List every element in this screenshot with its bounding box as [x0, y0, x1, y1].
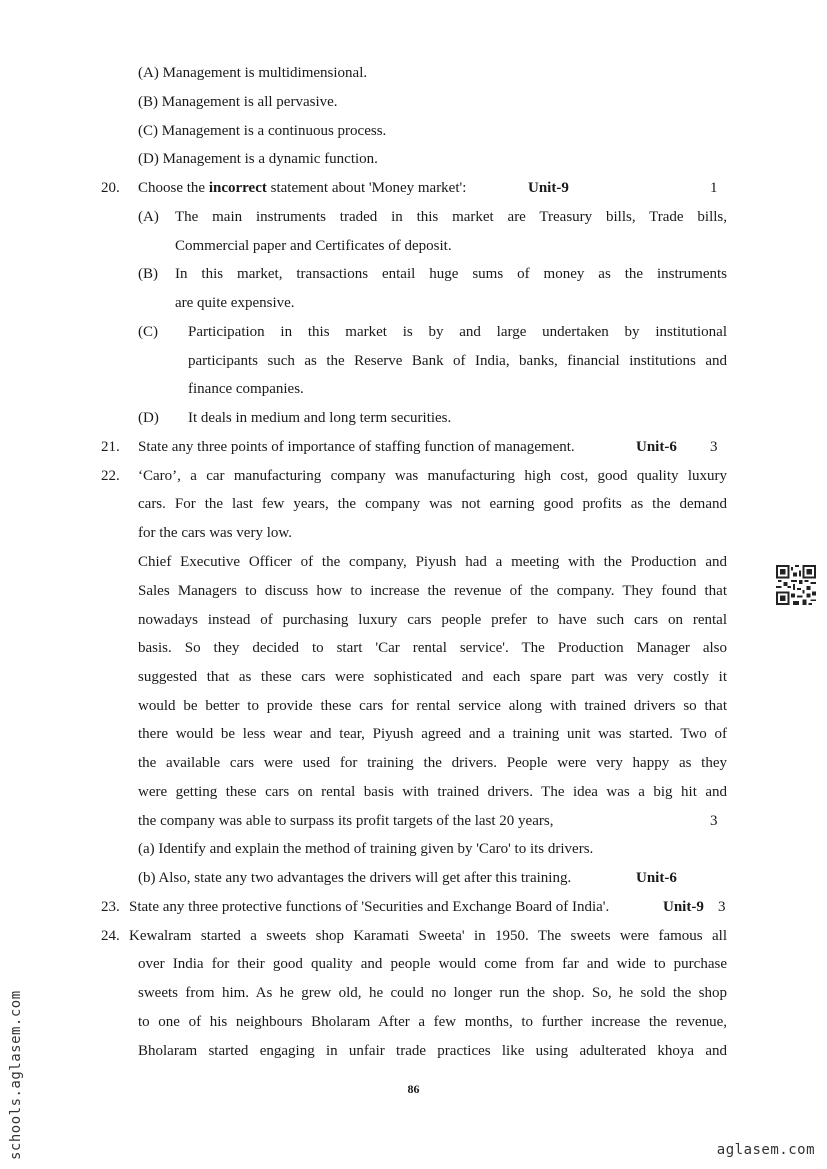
prev-option-b: (B) Management is all pervasive. [138, 94, 338, 110]
q22-para2-line3: nowadays instead of purchasing luxury cars people prefer to have such cars on rental [138, 612, 727, 628]
q23-text: State any three protective functions of 'Securities and Exchange Board of India'. [129, 899, 610, 915]
q20-text [138, 178, 466, 198]
prev-option-c: (C) Management is a continuous process. [138, 123, 387, 139]
prev-option-a: (A) Management is multidimensional. [138, 65, 368, 81]
q20-option-a-line1: The main instruments traded in this market are Treasury bills, Trade bills, [175, 209, 727, 225]
q20-option-b-line2: are quite expensive. [175, 295, 295, 311]
page-number: 86 [407, 1082, 420, 1096]
q22-para2-line6: would be better to provide these cars for rental service along with trained drivers so that [138, 698, 727, 714]
q22-para2-line9: were getting these cars on rental basis with trained drivers. The idea was a big hit and [138, 784, 727, 800]
q20-option-c-line1: Participation in this market is by and large undertaken by institutional [188, 324, 727, 340]
q20-option-d-line1: It deals in medium and long term securities. [188, 410, 452, 426]
q20-marks: 1 [710, 180, 718, 196]
q23-number: 23. [101, 899, 120, 915]
q20-option-c-line2: participants such as the Reserve Bank of India, banks, financial institutions and [188, 353, 727, 369]
q22-para2-line5: suggested that as these cars were sophisticated and each spare part was very costly it [138, 669, 727, 685]
q22-last-line: the company was able to surpass its profit targets of the last 20 years, [138, 813, 554, 829]
q22-unit: Unit-6 [636, 870, 677, 886]
q22-number: 22. [101, 468, 120, 484]
q20-option-c-line3: finance companies. [188, 381, 304, 397]
q22-para1-line2: cars. For the last few years, the company was not earning good profits as the demand [138, 496, 727, 512]
qr-code-icon [776, 565, 816, 605]
q21-number: 21. [101, 439, 120, 455]
q22-para2-line7: there would be less wear and tear, Piyush agreed and a training unit was started. Two of [138, 726, 727, 742]
q24-line1: Kewalram started a sweets shop Karamati Sweeta' in 1950. The sweets were famous all [129, 928, 727, 944]
q23-unit: Unit-9 [663, 899, 704, 915]
q24-line3: sweets from him. As he grew old, he could no longer run the shop. So, he sold the shop [138, 985, 727, 1001]
q22-part-a: (a) Identify and explain the method of training given by 'Caro' to its drivers. [138, 841, 594, 857]
q22-para2-line8: the available cars were used for training the drivers. People were very happy as they [138, 755, 727, 771]
q20-option-b-label: (B) [138, 266, 158, 282]
q20-number: 20. [101, 180, 120, 196]
prev-option-d: (D) Management is a dynamic function. [138, 151, 378, 167]
q24-line2: over India for their good quality and people would come from far and wide to purchase [138, 956, 727, 972]
q20-text-bold: incorrect [208, 180, 267, 196]
q22-para2-line4: basis. So they decided to start 'Car rental service'. The Production Manager also [138, 640, 727, 656]
q21-unit: Unit-6 [636, 439, 677, 455]
q23-marks: 3 [718, 899, 726, 915]
q20-option-b-line1: In this market, transactions entail huge sums of money as the instruments [175, 266, 727, 282]
q22-para1-line1: ‘Caro’, a car manufacturing company was manufacturing high cost, good quality luxury [138, 468, 727, 484]
q21-text: State any three points of importance of staffing function of management. [138, 439, 575, 455]
q20-text-post: statement about 'Money market': [266, 180, 467, 196]
q20-option-a-label: (A) [138, 209, 159, 225]
q20-option-a-line2: Commercial paper and Certificates of deposit. [175, 238, 452, 254]
q24-line4: to one of his neighbours Bholaram After a few months, to further increase the revenue, [138, 1014, 727, 1030]
q24-number: 24. [101, 928, 120, 944]
q22-marks: 3 [710, 813, 718, 829]
bottom-watermark: aglasem.com [716, 1142, 815, 1158]
q21-marks: 3 [710, 439, 718, 455]
q20-option-d-label: (D) [138, 410, 159, 426]
q20-unit: Unit-9 [528, 180, 569, 196]
q22-part-b: (b) Also, state any two advantages the drivers will get after this training. [138, 870, 572, 886]
q20-text-pre: Choose the [138, 180, 209, 196]
side-watermark: schools.aglasem.com [8, 990, 24, 1160]
q22-para2-line2: Sales Managers to discuss how to increase the revenue of the company. They found that [138, 583, 727, 599]
q20-option-c-label: (C) [138, 324, 158, 340]
q22-para2-line1: Chief Executive Officer of the company, Piyush had a meeting with the Production and [138, 554, 727, 570]
q22-para1-line3: for the cars was very low. [138, 525, 292, 541]
q24-line5: Bholaram started engaging in unfair trade practices like using adulterated khoya and [138, 1043, 727, 1059]
